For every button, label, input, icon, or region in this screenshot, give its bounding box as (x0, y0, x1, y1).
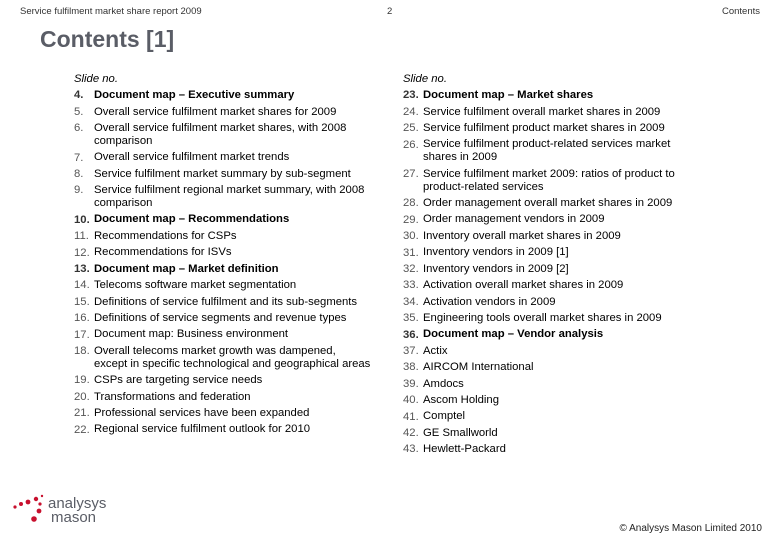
contents-item (74, 245, 374, 261)
contents-item-title: Service fulfilment regional market summary, with 2008 comparison (94, 184, 365, 210)
slide-number: 34. (403, 295, 419, 308)
logo-text (48, 497, 106, 525)
report-title: Service fulfilment market share report 2009 (20, 6, 202, 17)
contents-item (403, 343, 703, 359)
slide-number: 21. (74, 407, 90, 420)
contents-item-title: Overall telecoms market growth was dampened, except in specific technological and geographical areas (94, 344, 371, 370)
contents-item (403, 87, 703, 103)
contents-item-title: Service fulfilment overall market shares in 2009 (423, 105, 661, 118)
slide-number: 12. (74, 246, 90, 259)
contents-item (403, 166, 703, 195)
slide-number: 26. (403, 138, 419, 151)
slide-number: 23. (403, 89, 419, 102)
contents-item (403, 104, 703, 120)
contents-item (403, 277, 703, 293)
contents-item (403, 212, 703, 228)
contents-item-title: Service fulfilment market summary by sub-segment (94, 167, 351, 180)
contents-item-title: Telecoms software market segmentation (94, 279, 297, 292)
slide-number: 6. (74, 122, 84, 135)
slide-number: 37. (403, 345, 419, 358)
contents-item (403, 245, 703, 261)
contents-item-title: Order management vendors in 2009 (423, 213, 605, 226)
contents-item (74, 150, 374, 166)
contents-item-title: Recommendations for ISVs (94, 246, 232, 259)
slide-number: 33. (403, 279, 419, 292)
contents-item (403, 261, 703, 277)
contents-item (74, 310, 374, 326)
slide-number: 29. (403, 213, 419, 226)
contents-item (74, 389, 374, 405)
contents-item-title: Document map – Market shares (423, 89, 594, 102)
copyright: © Analysys Mason Limited 2010 (619, 523, 762, 534)
slide-number: 15. (74, 295, 90, 308)
contents-item-title: Activation overall market shares in 2009 (423, 279, 624, 292)
contents-item (403, 294, 703, 310)
contents-item-title: Inventory vendors in 2009 [2] (423, 262, 569, 275)
contents-item-title: Ascom Holding (423, 393, 499, 406)
contents-item (403, 310, 703, 326)
contents-item-title: Recommendations for CSPs (94, 229, 237, 242)
contents-item-title: Overall service fulfilment market shares, with 2008 comparison (94, 121, 347, 147)
contents-item-title: Engineering tools overall market shares in 2009 (423, 311, 662, 324)
slide-number: 17. (74, 328, 90, 341)
slide-number: 41. (403, 410, 419, 423)
contents-item (403, 425, 703, 441)
slide-no-label: Slide no. (74, 73, 118, 85)
slide-number: 16. (74, 312, 90, 325)
slide-number: 19. (74, 374, 90, 387)
contents-item (74, 228, 374, 244)
slide-number: 24. (403, 105, 419, 118)
contents-item (74, 120, 374, 149)
contents-item (403, 359, 703, 375)
slide-no-label: Slide no. (403, 73, 447, 85)
slide-number: 35. (403, 312, 419, 325)
page-title: Contents [1] (40, 26, 175, 52)
contents-item-title: Amdocs (423, 377, 464, 390)
contents-item-title: Hewlett-Packard (423, 443, 506, 456)
contents-item (74, 87, 374, 103)
contents-item (403, 392, 703, 408)
slide-number: 39. (403, 377, 419, 390)
contents-item-title: Document map: Business environment (94, 328, 289, 341)
contents-item (74, 422, 374, 438)
contents-item (403, 409, 703, 425)
slide-number: 18. (74, 345, 90, 358)
contents-item (74, 166, 374, 182)
contents-item (74, 261, 374, 277)
logo-line1: analysys (48, 495, 107, 512)
contents-item (74, 212, 374, 228)
contents-item (74, 405, 374, 421)
slide-number: 31. (403, 246, 419, 259)
contents-item-title: Inventory vendors in 2009 [1] (423, 246, 569, 259)
contents-item (74, 343, 374, 372)
contents-item-title: GE Smallworld (423, 426, 498, 439)
slide-number: 4. (74, 89, 84, 102)
contents-item-title: Document map – Vendor analysis (423, 328, 604, 341)
contents-item-title: AIRCOM International (423, 361, 534, 374)
contents-item-title: Definitions of service segments and revenue types (94, 311, 347, 324)
contents-item-title: Overall service fulfilment market shares for 2009 (94, 105, 337, 118)
slide-number: 20. (74, 390, 90, 403)
contents-item (403, 228, 703, 244)
slide-number: 42. (403, 427, 419, 440)
contents-item (403, 327, 703, 343)
slide-number: 40. (403, 394, 419, 407)
contents-item (74, 327, 374, 343)
slide-number: 22. (74, 423, 90, 436)
contents-item-title: Document map – Executive summary (94, 89, 295, 102)
contents-item (403, 376, 703, 392)
contents-item-title: Inventory overall market shares in 2009 (423, 229, 621, 242)
slide-number: 28. (403, 197, 419, 210)
contents-item (403, 137, 703, 166)
section-name: Contents (721, 6, 760, 17)
contents-item-title: Professional services have been expanded (94, 406, 310, 419)
contents-item-title: Document map – Market definition (94, 262, 279, 275)
contents-item (74, 294, 374, 310)
contents-item-title: Order management overall market shares in 2009 (423, 197, 673, 210)
contents-item (74, 182, 374, 211)
slide-number: 5. (74, 105, 84, 118)
slide-number: 27. (403, 168, 419, 180)
slide-number: 7. (74, 151, 84, 164)
page-number: 2 (387, 6, 393, 17)
slide-number: 8. (74, 168, 84, 180)
contents-item (74, 277, 374, 293)
slide-number: 32. (403, 263, 419, 275)
contents-item-title: Comptel (423, 410, 466, 423)
contents-item-title: CSPs are targeting service needs (94, 374, 263, 387)
contents-item (74, 372, 374, 388)
contents-item-title: Actix (423, 344, 448, 357)
logo-line2: mason (51, 509, 97, 526)
slide-number: 43. (403, 443, 419, 456)
contents-item-title: Document map – Recommendations (94, 213, 290, 226)
slide-number: 30. (403, 230, 419, 243)
contents-item-title: Overall service fulfilment market trends (94, 151, 290, 164)
contents-item (403, 120, 703, 136)
slide-number: 36. (403, 328, 419, 341)
contents-right-column (403, 71, 703, 458)
contents-item (403, 441, 703, 457)
contents-item-title: Service fulfilment market 2009: ratios of product to product-related services (423, 167, 675, 193)
contents-item-title: Transformations and federation (94, 390, 251, 403)
slide-number: 38. (403, 361, 419, 374)
contents-item-title: Service fulfilment product market shares in 2009 (423, 121, 665, 134)
slide-number: 25. (403, 122, 419, 135)
contents-item (403, 195, 703, 211)
contents-left-column (74, 71, 374, 438)
contents-item-title: Activation vendors in 2009 (423, 295, 556, 308)
contents-item (74, 104, 374, 120)
contents-item-title: Regional service fulfilment outlook for 2010 (94, 423, 311, 436)
slide-number: 10. (74, 213, 90, 226)
contents-item-title: Definitions of service fulfilment and its sub-segments (94, 295, 358, 308)
slide-number: 14. (74, 279, 90, 292)
slide-number: 13. (74, 263, 90, 275)
slide-number: 11. (74, 230, 89, 243)
slide-number: 9. (74, 184, 84, 197)
contents-item-title: Service fulfilment product-related services market shares in 2009 (423, 138, 671, 164)
